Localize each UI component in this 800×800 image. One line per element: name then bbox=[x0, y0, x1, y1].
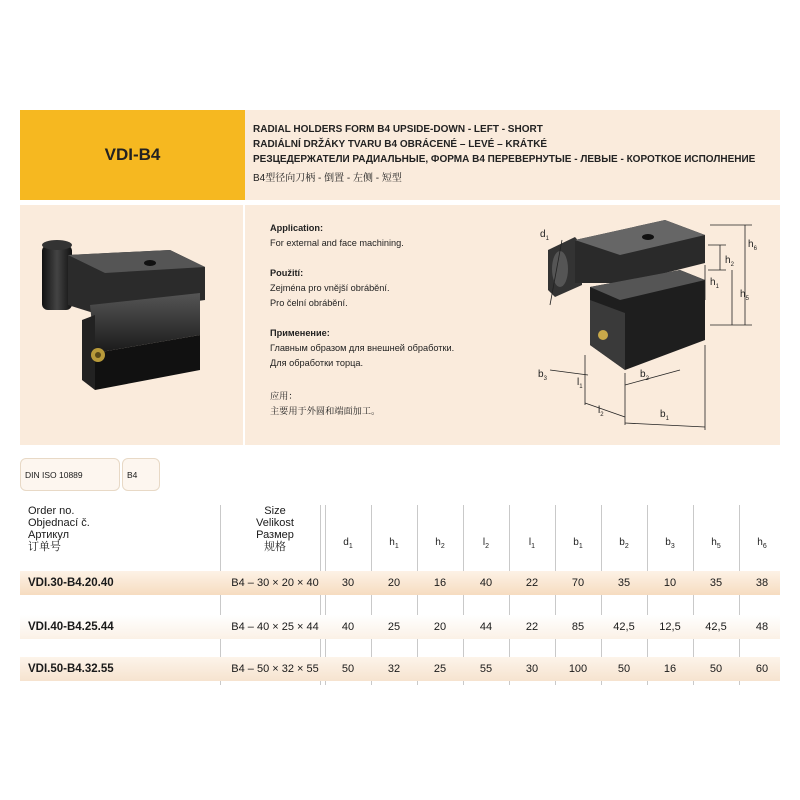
cell-h5: 35 bbox=[709, 577, 723, 589]
page-title: VDI-B4 bbox=[104, 145, 161, 164]
cn-line-1: 主要用于外圆和端面加工。 bbox=[270, 406, 381, 416]
cell-l1: 22 bbox=[525, 621, 539, 633]
cell-b1: 70 bbox=[571, 577, 585, 589]
cz-line-2: Pro čelní obrábění. bbox=[270, 298, 348, 308]
cell-b2: 50 bbox=[617, 663, 631, 675]
order-number: VDI.40-B4.25.44 bbox=[28, 621, 114, 633]
cn-label: 应用： bbox=[270, 391, 298, 401]
cell-b2: 35 bbox=[617, 577, 631, 589]
cell-h2: 16 bbox=[433, 577, 447, 589]
cz-line-1: Zejména pro vnější obrábění. bbox=[270, 283, 390, 293]
label-l2: $l_2$ bbox=[598, 405, 604, 418]
cell-b1: 100 bbox=[568, 663, 588, 675]
dimension-drawing bbox=[530, 205, 780, 445]
din-standard-text: DIN ISO 10889 bbox=[25, 469, 83, 480]
cell-b3: 10 bbox=[663, 577, 677, 589]
din-standard-tag bbox=[20, 458, 120, 491]
label-d1: $d_1$ bbox=[540, 229, 549, 242]
cell-d1: 50 bbox=[341, 663, 355, 675]
cell-b2: 42,5 bbox=[613, 621, 635, 633]
header-line-en: RADIAL HOLDERS FORM B4 UPSIDE-DOWN - LEFT - SHORT bbox=[253, 124, 543, 135]
form-text: B4 bbox=[127, 469, 138, 480]
column-header-l1: $l_1$ bbox=[528, 537, 536, 550]
ru-label: Применение: bbox=[270, 328, 330, 338]
column-header-h1: $h_1$ bbox=[389, 537, 399, 550]
cell-h1: 20 bbox=[387, 577, 401, 589]
order-number: VDI.50-B4.32.55 bbox=[28, 663, 114, 675]
column-header-b2: $b_2$ bbox=[619, 537, 629, 550]
column-header-d1: $d_1$ bbox=[343, 537, 353, 550]
tool-holder-photo bbox=[20, 205, 243, 445]
cell-l2: 44 bbox=[479, 621, 493, 633]
cell-l2: 40 bbox=[479, 577, 493, 589]
header-panel bbox=[245, 110, 780, 200]
column-header-l2: $l_2$ bbox=[482, 537, 490, 550]
cell-h1: 25 bbox=[387, 621, 401, 633]
header-line-cn: B4型径向刀柄 - 倒置 - 左侧 - 短型 bbox=[253, 173, 402, 184]
cell-l1: 22 bbox=[525, 577, 539, 589]
cell-l2: 55 bbox=[479, 663, 493, 675]
column-header-b3: $b_3$ bbox=[665, 537, 675, 550]
column-header-h6: $h_6$ bbox=[757, 537, 767, 550]
label-h2: $h_2$ bbox=[725, 255, 734, 268]
cell-h2: 20 bbox=[433, 621, 447, 633]
label-b2: $b_2$ bbox=[640, 369, 649, 382]
label-h6: $h_6$ bbox=[748, 239, 757, 252]
cell-h1: 32 bbox=[387, 663, 401, 675]
cell-h6: 48 bbox=[755, 621, 769, 633]
ru-line-1: Главным образом для внешней обработки. bbox=[270, 343, 455, 353]
cell-l1: 30 bbox=[525, 663, 539, 675]
application-label: Application: bbox=[270, 223, 324, 233]
ru-line-2: Для обработки торца. bbox=[270, 358, 364, 368]
info-panel bbox=[245, 205, 780, 445]
cell-d1: 40 bbox=[341, 621, 355, 633]
cell-h5: 42,5 bbox=[705, 621, 727, 633]
cell-d1: 30 bbox=[341, 577, 355, 589]
label-h5: $h_5$ bbox=[740, 289, 749, 302]
cell-b3: 16 bbox=[663, 663, 677, 675]
product-photo-panel bbox=[20, 205, 243, 445]
size-value: B4 – 30 × 20 × 40 bbox=[231, 577, 319, 589]
column-header-h5: $h_5$ bbox=[711, 537, 721, 550]
label-b1: $b_1$ bbox=[660, 409, 669, 422]
title-box bbox=[20, 110, 245, 200]
cell-h6: 38 bbox=[755, 577, 769, 589]
label-h1: $h_1$ bbox=[710, 277, 719, 290]
size-value: B4 – 40 × 25 × 44 bbox=[231, 621, 319, 633]
order-header: Order no. Objednací č. Артикул 订单号 bbox=[28, 505, 90, 553]
cz-label: Použití: bbox=[270, 268, 304, 278]
cell-h2: 25 bbox=[433, 663, 447, 675]
column-header-h2: $h_2$ bbox=[435, 537, 445, 550]
header-line-ru: РЕЗЦЕДЕРЖАТЕЛИ РАДИАЛЬНЫЕ, ФОРМА B4 ПЕРЕВЕРНУТЫЕ - ЛЕВЫЕ - КОРОТКОЕ ИСПОЛНЕНИЕ bbox=[253, 154, 756, 165]
cell-b1: 85 bbox=[571, 621, 585, 633]
column-header-b1: $b_1$ bbox=[573, 537, 583, 550]
label-b3: $b_3$ bbox=[538, 369, 547, 382]
size-header: Size Velikost Размер 规格 bbox=[256, 505, 294, 553]
application-text: For external and face machining. bbox=[270, 238, 404, 248]
size-value: B4 – 50 × 32 × 55 bbox=[231, 663, 319, 675]
cell-h5: 50 bbox=[709, 663, 723, 675]
form-tag bbox=[122, 458, 160, 491]
order-number: VDI.30-B4.20.40 bbox=[28, 577, 114, 589]
cell-h6: 60 bbox=[755, 663, 769, 675]
header-line-cz: RADIÁLNÍ DRŽÁKY TVARU B4 OBRÁCENÉ – LEVÉ – KRÁTKÉ bbox=[253, 139, 548, 150]
label-l1: $l_1$ bbox=[577, 377, 583, 390]
cell-b3: 12,5 bbox=[659, 621, 681, 633]
